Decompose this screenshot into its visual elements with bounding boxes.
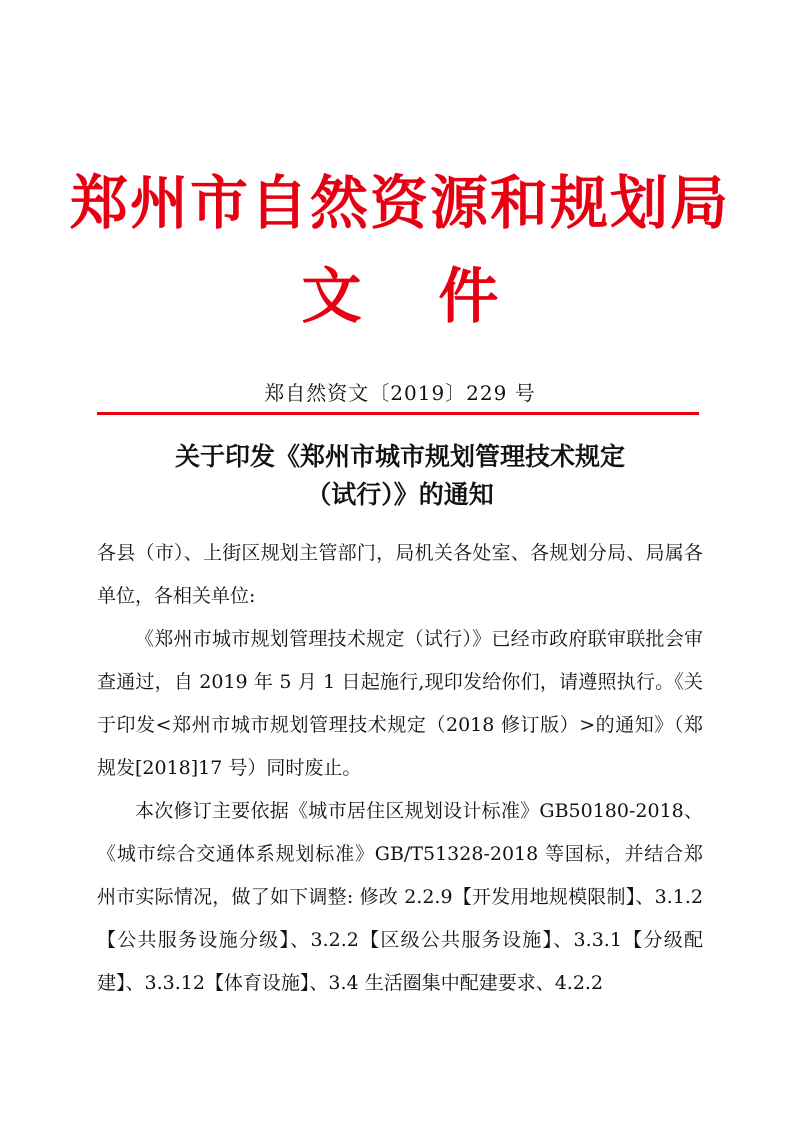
issuing-organization-header: 郑州市自然资源和规划局 — [69, 169, 730, 237]
notice-body — [97, 532, 703, 1005]
body-paragraph-2: 本次修订主要依据《城市居住区规划设计标准》GB50180-2018、《城市综合交通体系规划标准》GB/T51328-2018 等国标，并结合郑州市实际情况，做了如下调整: 修改 2.2.9【开发用地规模限制】、3.1.2【公共服务设施分级】、3.2.2【区级公共服务设施】、3.3.1【分级配建】、3.3.12【体育设施】、3.4 生活圈集中配建要求、4.2.2 — [97, 800, 703, 994]
red-divider-line — [97, 412, 699, 415]
body-paragraph-1: 《郑州市城市规划管理技术规定（试行）》已经市政府联审联批会审查通过，自 2019 年 5 月 1 日起施行,现印发给你们，请遵照执行。《关于印发<郑州市城市规划管理技术规定（2018 修订版）>的通知》（郑规发[2018]17 号）同时废止。 — [97, 628, 703, 779]
salutation: 各县（市）、上街区规划主管部门，局机关各处室、各规划分局、局属各单位，各相关单位: — [97, 542, 703, 607]
notice-title-line-1: 关于印发《郑州市城市规划管理技术规定 — [174, 442, 625, 471]
document-type-header: 文 件 — [301, 262, 527, 332]
document-number: 郑自然资文〔2019〕229 号 — [264, 381, 536, 405]
notice-title-line-2: （试行）》的通知 — [306, 480, 494, 509]
